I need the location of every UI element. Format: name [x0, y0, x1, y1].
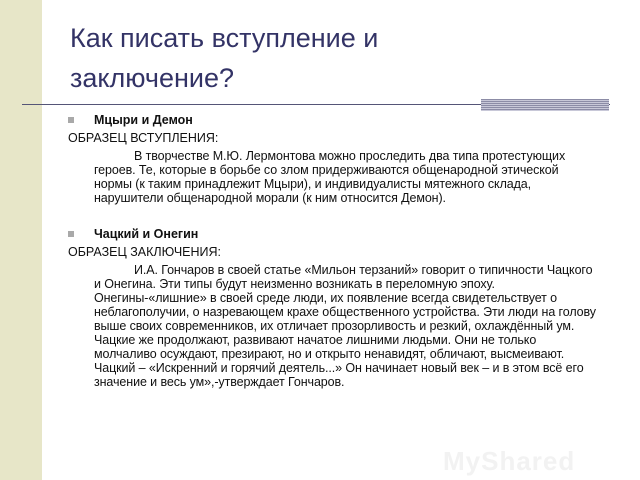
section-label-1: ОБРАЗЕЦ ВСТУПЛЕНИЯ:: [68, 131, 219, 145]
square-bullet-icon: [68, 117, 74, 123]
watermark-logo: MyShared: [443, 446, 576, 476]
slide-title: [70, 18, 590, 98]
section-paragraph-2: И.А. Гончаров в своей статье «Мильон терзаний» говорит о типичности Чацкого и Онегина. Эти типы будут неизменно возникать в переломную эпоху. Онегины-«лишние» в своей среде люди, их появление всегда свидетельствует о неблагополучии, о назревающем крахе общественного устройства. Эти люди на голову выше своих современников, их отличает прозорливость и резкий, охлаждённый ум. Чацкие же продолжают, развивают начатое лишними людьми. Они не только молчаливо осуждают, презирают, но и открыто ненавидят, обличают, высмеивают. Чацкий – «Искренний и горячий деятель...» Он начинает новый век – и в этом всё его значение и весь ум»,-утверждает Гончаров.: [94, 263, 596, 389]
section-paragraph-1: В творчестве М.Ю. Лермонтова можно проследить два типа протестующих героев. Те, которые в борьбе со злом придерживаются общенародной этической нормы (к таким принадлежит Мцыри), и индивидуалисты мятежного склада, нарушители общенародной морали (к ним относится Демон).: [94, 149, 566, 205]
section-heading-2: [68, 227, 598, 241]
section-heading-text: Мцыри и Демон: [94, 113, 193, 127]
title-line-2: заключение?: [70, 63, 235, 93]
title-line-1: Как писать вступление и: [70, 23, 379, 53]
decorative-stripe-bar: [481, 99, 609, 111]
section-heading-1: [68, 113, 598, 127]
slide-body: [68, 111, 598, 389]
sidebar-strip: [0, 0, 42, 480]
section-heading-text: Чацкий и Онегин: [94, 227, 199, 241]
section-label-2: ОБРАЗЕЦ ЗАКЛЮЧЕНИЯ:: [68, 245, 221, 259]
square-bullet-icon: [68, 231, 74, 237]
